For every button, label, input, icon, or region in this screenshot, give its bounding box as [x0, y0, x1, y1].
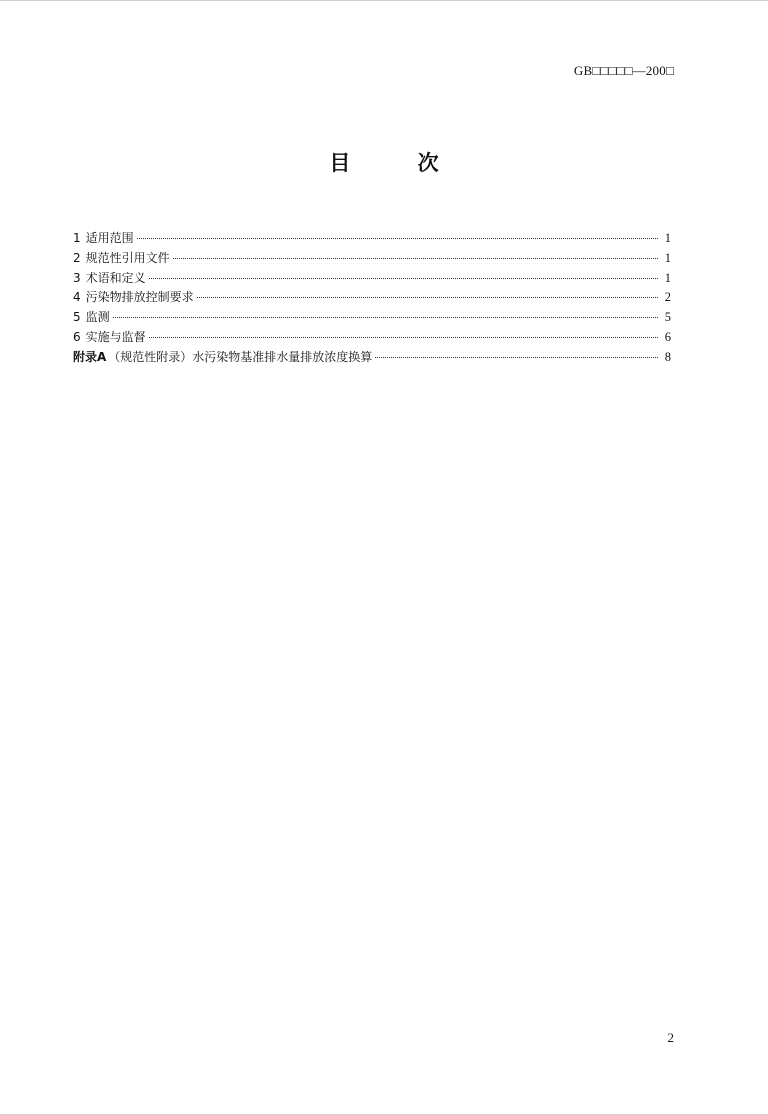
toc-entry[interactable]	[73, 328, 671, 348]
toc-entry-title: 适用范围	[85, 231, 134, 245]
toc-leader-dots	[149, 328, 658, 338]
toc-leader-dots	[173, 249, 658, 259]
toc-entry-title: 监测	[85, 310, 110, 325]
toc-entry-label	[73, 348, 372, 365]
toc-entry-number: 2	[73, 250, 81, 265]
toc-entry-page: 1	[664, 231, 671, 245]
toc-entry-page: 1	[664, 250, 671, 265]
toc-entry-number: 3	[73, 270, 81, 285]
toc-entry-number: 4	[73, 290, 81, 305]
toc-entry-label	[73, 288, 194, 305]
toc-entry-label	[73, 269, 146, 286]
toc-entry-title: 术语和定义	[85, 270, 146, 285]
toc-entry[interactable]	[73, 249, 671, 269]
toc-entry-title: 规范性引用文件	[85, 250, 170, 265]
toc-entry-appendix[interactable]	[73, 348, 671, 368]
toc-entry-page: 1	[664, 270, 671, 285]
toc-leader-dots	[375, 348, 658, 358]
toc-entry-title: （规范性附录）水污染物基准排水量排放浓度换算	[108, 349, 373, 364]
toc-entry-number: 5	[73, 310, 81, 325]
toc-entry-number: 附录A	[73, 349, 107, 364]
toc-entry-page: 6	[664, 329, 671, 344]
toc-entry-label	[73, 308, 110, 325]
toc-entry-page: 2	[664, 290, 671, 305]
toc-leader-dots	[137, 229, 658, 239]
toc-entry-number: 6	[73, 329, 81, 344]
table-of-contents	[73, 229, 671, 368]
toc-leader-dots	[149, 269, 658, 279]
toc-entry-title: 污染物排放控制要求	[85, 290, 194, 305]
toc-entry[interactable]	[73, 288, 671, 308]
toc-leader-dots	[113, 308, 658, 318]
toc-leader-dots	[197, 288, 658, 298]
toc-entry-label	[73, 229, 134, 246]
toc-entry-page: 8	[664, 349, 671, 364]
toc-entry-label	[73, 249, 170, 266]
toc-entry-page: 5	[664, 310, 671, 325]
toc-entry[interactable]	[73, 308, 671, 328]
toc-entry-title: 实施与监督	[85, 329, 146, 344]
toc-entry-number: 1	[73, 231, 81, 245]
toc-entry[interactable]	[73, 269, 671, 289]
toc-entry-label	[73, 328, 146, 345]
page-number: 2	[667, 1030, 674, 1045]
toc-entry[interactable]	[73, 229, 671, 249]
standard-code: GB□□□□□—200□	[573, 63, 674, 78]
toc-title: 目 次	[329, 151, 469, 175]
